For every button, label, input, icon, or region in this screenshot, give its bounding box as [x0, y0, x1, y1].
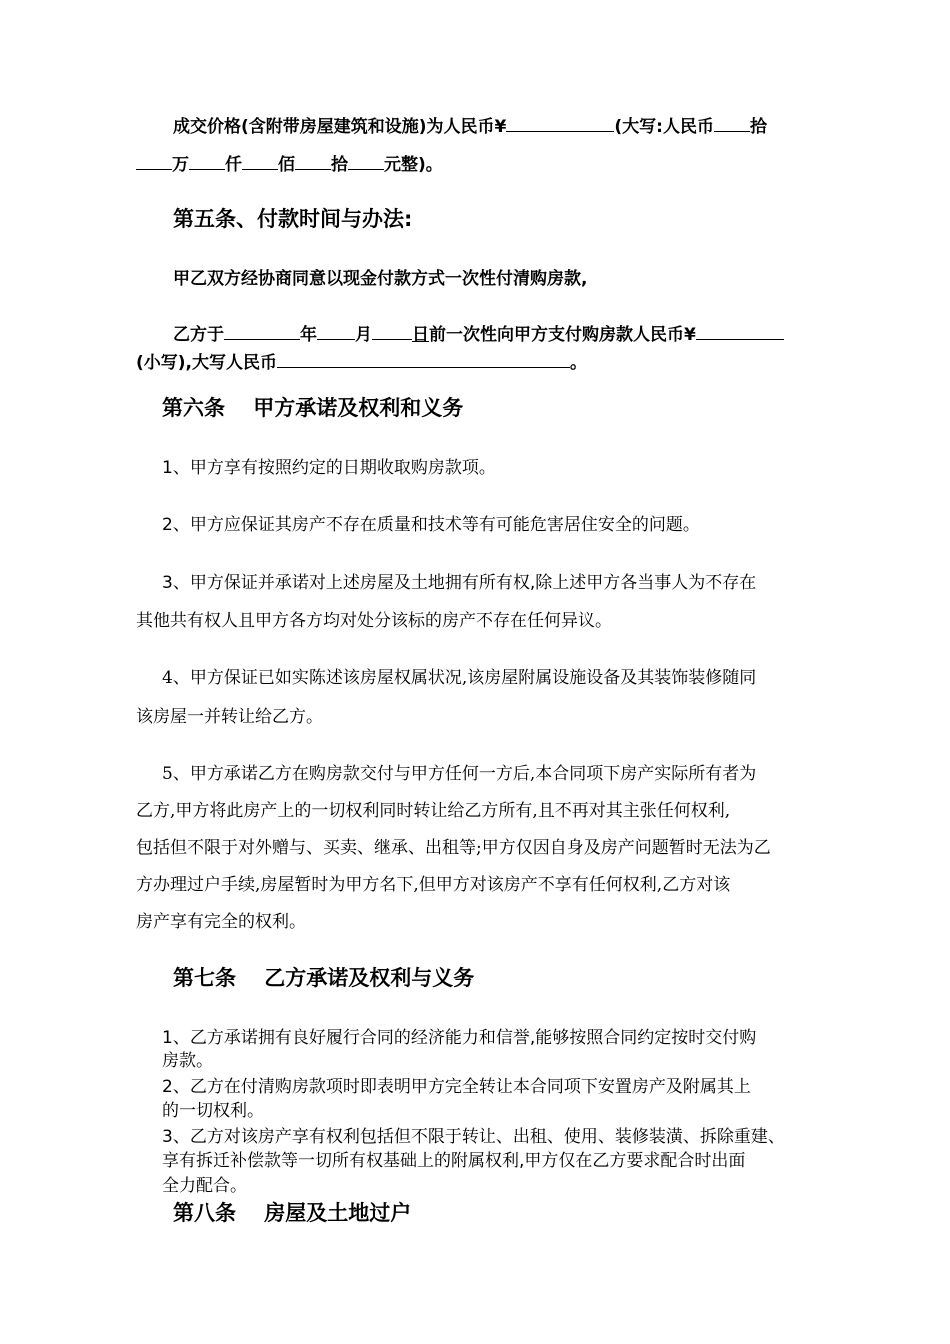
blank: [295, 152, 331, 170]
article-6-item-5-line-1: 5、甲方承诺乙方在购房款交付与甲方任何一方后,本合同项下房产实际所有者为: [162, 764, 757, 784]
text: 。: [570, 353, 587, 373]
article-7-item-3-line-1: 3、乙方对该房产享有权利包括但不限于转让、出租、使用、装修装潢、拆除重建、: [162, 1127, 785, 1147]
article-5-line-2: [136, 350, 587, 374]
month-label: 月: [355, 325, 372, 345]
unit-yuan: 元整)。: [384, 155, 443, 175]
article-5-title: 第五条、付款时间与办法:: [173, 207, 413, 231]
article-6-item-3-line-1: 3、甲方保证并承诺对上述房屋及土地拥有所有权,除上述甲方各当事人为不存在: [162, 573, 757, 593]
article-8-title: 第八条 房屋及土地过户: [173, 1201, 412, 1225]
article-6-item-3-line-2: 其他共有权人且甲方各方均对处分该标的房产不存在任何异议。: [136, 611, 612, 631]
article-7-item-3-line-3: 全力配合。: [162, 1176, 247, 1196]
price-blank: [506, 114, 614, 132]
article-7-item-3-line-2: 享有拆迁补偿款等一切所有权基础上的附属权利,甲方仅在乙方要求配合时出面: [162, 1151, 746, 1171]
article-5-line-1: [173, 322, 784, 346]
unit-qian: 仟: [225, 155, 242, 175]
blank-year: [224, 322, 300, 340]
blank: [189, 152, 225, 170]
article-6-item-5-line-2: 乙方,甲方将此房产上的一切权利同时转让给乙方所有,且不再对其主张任何权利,: [136, 801, 731, 821]
blank: [348, 152, 384, 170]
blank: [242, 152, 278, 170]
unit-bai: 佰: [278, 155, 295, 175]
text: (小写),大写人民币: [136, 353, 277, 373]
uppercase-amount-blank: [277, 350, 570, 368]
article-6-item-5-line-5: 房产享有完全的权利。: [136, 912, 306, 932]
price-prefix: 成交价格(含附带房屋建筑和设施)为人民币¥: [173, 117, 507, 137]
blank-month: [317, 322, 355, 340]
price-line-2: [136, 152, 443, 176]
unit-shi: 拾: [331, 155, 348, 175]
unit-wan: 万: [172, 155, 189, 175]
article-6-item-4-line-1: 4、甲方保证已如实陈述该房屋权属状况,该房屋附属设施设备及其装饰装修随同: [162, 668, 757, 688]
year-label: 年: [300, 325, 317, 345]
text: 前一次性向甲方支付购房款人民币¥: [429, 325, 696, 345]
article-6-item-1: 1、甲方享有按照约定的日期收取购房款项。: [162, 458, 496, 478]
blank: [714, 114, 750, 132]
article-7-item-2-line-1: 2、乙方在付清购房款项时即表明甲方完全转让本合同项下安置房产及附属其上: [162, 1077, 751, 1097]
price-line-1: [173, 114, 767, 138]
blank: [136, 152, 172, 170]
article-7-item-1-line-1: 1、乙方承诺拥有良好履行合同的经济能力和信誉,能够按照合同约定按时交付购: [162, 1028, 757, 1048]
day-label: 日: [412, 325, 429, 345]
article-7-item-1-line-2: 房款。: [162, 1051, 213, 1071]
article-5-para-1: 甲乙双方经协商同意以现金付款方式一次性付清购房款,: [173, 269, 588, 289]
article-6-item-5-line-4: 方办理过户手续,房屋暂时为甲方名下,但甲方对该房产不享有任何权利,乙方对该: [136, 875, 731, 895]
price-uppercase-label: (大写:人民币: [614, 117, 714, 137]
article-7-item-2-line-2: 的一切权利。: [162, 1101, 264, 1121]
article-7-title: 第七条 乙方承诺及权利与义务: [173, 966, 475, 990]
article-6-title: 第六条 甲方承诺及权利和义务: [162, 396, 464, 420]
blank-day: [372, 322, 412, 340]
article-6-item-2: 2、甲方应保证其房产不存在质量和技术等有可能危害居住安全的问题。: [162, 515, 700, 535]
article-6-item-4-line-2: 该房屋一并转让给乙方。: [136, 707, 323, 727]
amount-blank: [696, 322, 784, 340]
text: 乙方于: [173, 325, 224, 345]
unit-shi: 拾: [749, 117, 767, 137]
article-6-item-5-line-3: 包括但不限于对外赠与、买卖、继承、出租等;甲方仅因自身及房产问题暂时无法为乙: [136, 838, 771, 858]
